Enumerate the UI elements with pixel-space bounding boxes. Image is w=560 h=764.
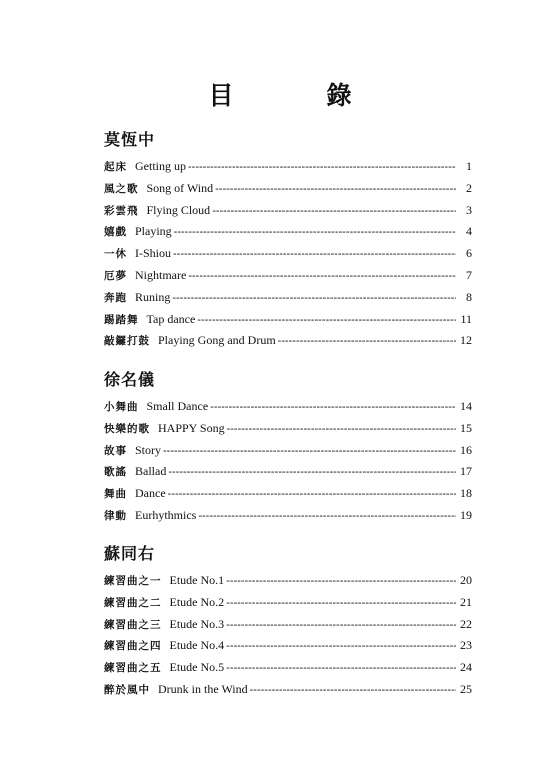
toc-entry bbox=[104, 396, 472, 418]
dot-leader bbox=[227, 419, 456, 441]
entry-chinese-title: 練習曲之二 bbox=[104, 597, 162, 609]
entry-page-number: 7 bbox=[466, 267, 472, 282]
entry-english-title: I-Shiou bbox=[135, 246, 171, 261]
toc-entry bbox=[104, 679, 472, 701]
entry-page-number: 22 bbox=[460, 616, 472, 631]
entry-chinese-title: 厄夢 bbox=[104, 270, 127, 282]
entry-chinese-title: 嬉戲 bbox=[104, 227, 127, 239]
entry-page-number: 1 bbox=[466, 159, 472, 173]
dot-leader bbox=[174, 222, 456, 244]
entry-english-title: Ballad bbox=[135, 464, 167, 479]
dot-leader bbox=[163, 441, 456, 463]
dot-leader bbox=[212, 201, 456, 223]
toc-entry bbox=[104, 287, 472, 309]
entry-chinese-title: 小舞曲 bbox=[104, 402, 139, 413]
toc-entry bbox=[104, 221, 472, 243]
composer-name: 徐名儀 bbox=[104, 372, 156, 389]
entry-chinese-title: 律動 bbox=[104, 510, 127, 522]
entry-english-title: Eurhythmics bbox=[135, 507, 197, 522]
dot-leader bbox=[278, 331, 456, 353]
entry-chinese-title: 練習曲之四 bbox=[104, 641, 162, 653]
entry-english-title: Small Dance bbox=[146, 399, 209, 413]
entry-english-title: Story bbox=[135, 442, 162, 457]
toc-entry bbox=[104, 265, 472, 287]
toc-entry bbox=[104, 483, 472, 505]
entry-chinese-title: 練習曲之五 bbox=[104, 663, 162, 675]
entry-english-title: Nightmare bbox=[135, 267, 187, 282]
toc-entry bbox=[104, 418, 472, 440]
dot-leader bbox=[198, 506, 456, 528]
toc-entry bbox=[104, 440, 472, 462]
entry-page-number: 2 bbox=[466, 180, 472, 195]
entry-page-number: 25 bbox=[460, 681, 472, 696]
entry-english-title: Song of Wind bbox=[146, 180, 214, 195]
entry-page-number: 16 bbox=[460, 442, 472, 457]
entry-english-title: Runing bbox=[135, 289, 171, 304]
entry-english-title: Getting up bbox=[135, 159, 186, 173]
entry-page-number: 18 bbox=[460, 486, 472, 501]
entry-english-title: Tap dance bbox=[146, 311, 196, 326]
section-xu-ming-yi bbox=[104, 370, 472, 527]
entry-chinese-title: 故事 bbox=[104, 445, 127, 457]
toc-entry bbox=[104, 505, 472, 527]
entry-page-number: 4 bbox=[466, 224, 472, 239]
dot-leader bbox=[188, 157, 456, 179]
composer-name: 莫恆中 bbox=[104, 132, 156, 149]
entry-page-number: 19 bbox=[460, 507, 472, 522]
dot-leader bbox=[226, 636, 456, 658]
entry-page-number: 14 bbox=[460, 399, 472, 413]
entry-english-title: Etude No.3 bbox=[169, 616, 225, 631]
entry-chinese-title: 練習曲之三 bbox=[104, 619, 162, 631]
entry-english-title: Etude No.1 bbox=[169, 573, 225, 587]
toc-entry bbox=[104, 156, 472, 178]
dot-leader bbox=[226, 658, 456, 680]
entry-english-title: Etude No.5 bbox=[169, 660, 225, 675]
entry-chinese-title: 歌謠 bbox=[104, 467, 127, 479]
entry-chinese-title: 起床 bbox=[104, 162, 127, 173]
entry-english-title: Etude No.2 bbox=[169, 594, 225, 609]
entry-english-title: Playing Gong and Drum bbox=[158, 333, 276, 348]
entry-page-number: 6 bbox=[466, 246, 472, 261]
dot-leader bbox=[188, 266, 456, 288]
entry-page-number: 8 bbox=[466, 289, 472, 304]
toc-entry bbox=[104, 200, 472, 222]
section-mo-heng-zhong bbox=[104, 130, 472, 352]
entry-page-number: 15 bbox=[460, 420, 472, 435]
entry-chinese-title: 快樂的歌 bbox=[104, 423, 150, 435]
composer-name: 蘇同右 bbox=[104, 546, 156, 563]
entry-english-title: Playing bbox=[135, 224, 172, 239]
entry-chinese-title: 舞曲 bbox=[104, 489, 127, 501]
entry-chinese-title: 敲鑼打鼓 bbox=[104, 336, 150, 348]
entry-page-number: 20 bbox=[460, 573, 472, 587]
dot-leader bbox=[250, 680, 456, 702]
entry-page-number: 17 bbox=[460, 464, 472, 479]
toc-entry bbox=[104, 461, 472, 483]
dot-leader bbox=[168, 484, 456, 506]
toc-entry bbox=[104, 570, 472, 592]
entry-page-number: 11 bbox=[460, 311, 472, 326]
dot-leader bbox=[168, 462, 456, 484]
entry-chinese-title: 風之歌 bbox=[104, 183, 139, 195]
toc-entry bbox=[104, 309, 472, 331]
entry-chinese-title: 醉於風中 bbox=[104, 684, 150, 696]
entry-chinese-title: 奔跑 bbox=[104, 292, 127, 304]
page-title: 目 錄 bbox=[208, 83, 386, 110]
dot-leader bbox=[226, 571, 456, 593]
entry-english-title: Flying Cloud bbox=[146, 202, 211, 217]
toc-entry bbox=[104, 178, 472, 200]
entry-page-number: 21 bbox=[460, 594, 472, 609]
entry-chinese-title: 彩雲飛 bbox=[104, 205, 139, 217]
dot-leader bbox=[226, 615, 456, 637]
entry-page-number: 23 bbox=[460, 638, 472, 653]
dot-leader bbox=[226, 593, 456, 615]
entry-chinese-title: 一休 bbox=[104, 249, 127, 261]
entry-page-number: 3 bbox=[466, 202, 472, 217]
entry-english-title: HAPPY Song bbox=[158, 420, 225, 435]
entry-chinese-title: 踢踏舞 bbox=[104, 314, 139, 326]
entry-english-title: Dance bbox=[135, 486, 166, 501]
entry-chinese-title: 練習曲之一 bbox=[104, 576, 162, 587]
toc-entry bbox=[104, 243, 472, 265]
dot-leader bbox=[172, 288, 456, 310]
entry-page-number: 24 bbox=[460, 660, 472, 675]
dot-leader bbox=[197, 310, 456, 332]
entry-page-number: 12 bbox=[460, 333, 472, 348]
entry-english-title: Etude No.4 bbox=[169, 638, 225, 653]
dot-leader bbox=[215, 179, 456, 201]
dot-leader bbox=[173, 244, 456, 266]
toc-entry bbox=[104, 614, 472, 636]
toc-entry bbox=[104, 635, 472, 657]
entry-english-title: Drunk in the Wind bbox=[158, 681, 248, 696]
section-su-tong-you bbox=[104, 544, 472, 701]
toc-entry bbox=[104, 592, 472, 614]
dot-leader bbox=[210, 397, 456, 419]
toc-entry bbox=[104, 657, 472, 679]
toc-entry bbox=[104, 330, 472, 352]
